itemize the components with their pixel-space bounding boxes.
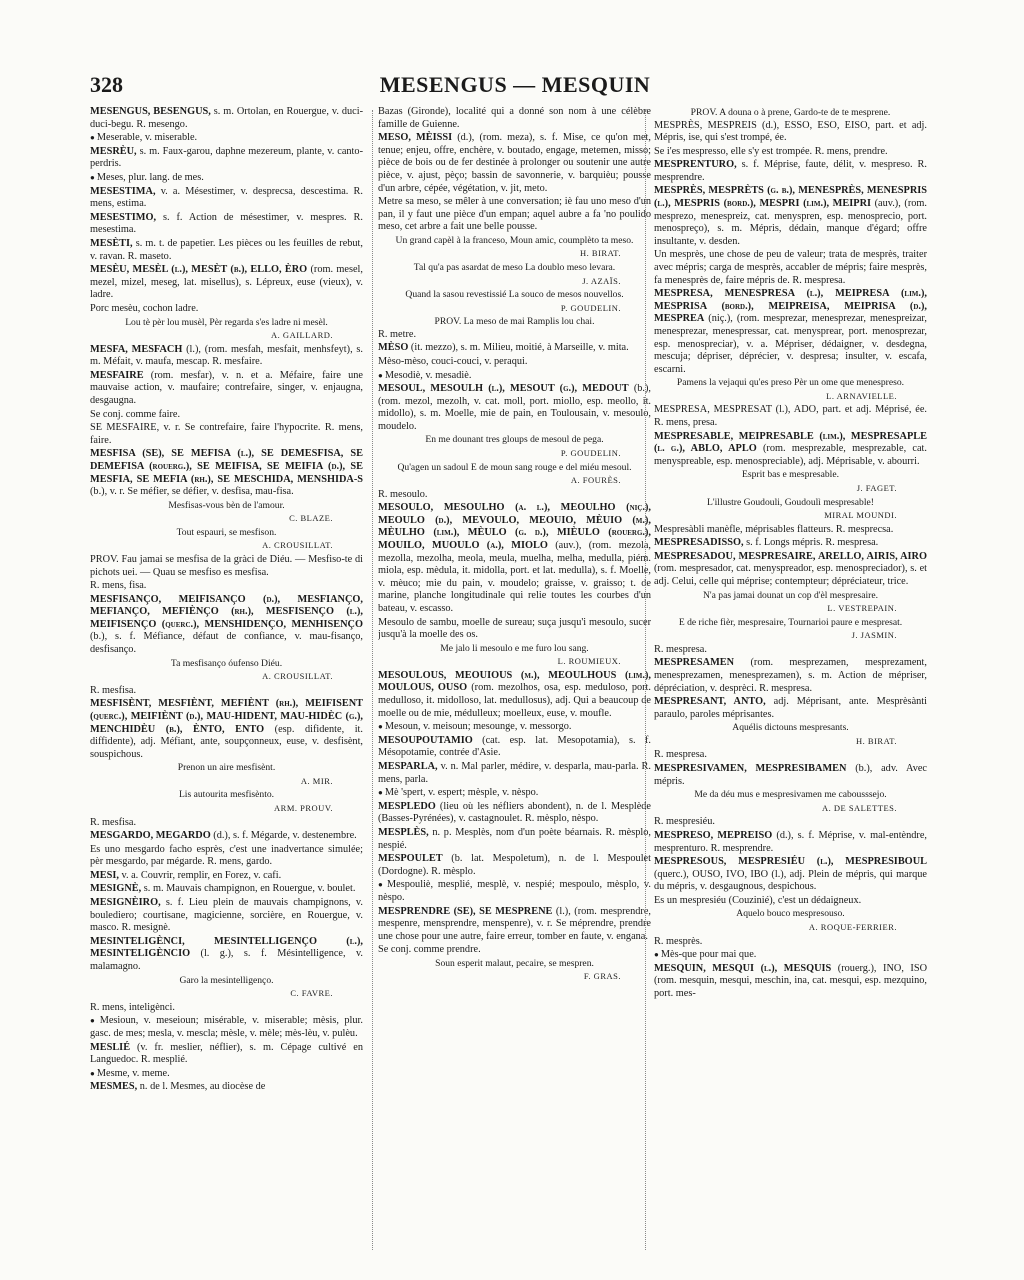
dictionary-entry [654,749,927,762]
dictionary-entry [90,870,363,883]
entry-definition: R. mesprès. [654,935,703,947]
citation-quote: Lou tè pèr lou musèl, Pèr regarda s'es ladre ni mesèl. [125,316,328,328]
dictionary-entry [90,370,363,408]
dictionary-entry [90,594,363,657]
dictionary-entry [90,883,363,896]
citation-quote: Lis autourita mesfisènto. [178,789,275,801]
entry-definition: R. metre. [378,328,417,340]
entry-definition: s. f. Longs mépris. R. mespresa. [743,537,879,549]
citation-quote: Me jalo li mesoulo e me furo lou sang. [440,642,589,654]
entry-definition: (lieu où les néfliers abondent), n. de l. Mesplède (Basses-Pyrénées), v. castagnoulet. R. mèsplo, nèspo. [378,800,651,825]
dictionary-entry [90,817,363,830]
entry-headword: MESOULO, MESOULHO (a. l.), MEOULHO (niç.), MEOULO (d.), MEVOULO, MEOUIO, MÈUIO (m.), MÈULHO (lim.), MÈULO (g. d.), MIÈULO (rouerg.), MOUILO, MUOULO (a.), MIOLO [378,502,651,552]
cross-reference-entry: ● Meses, plur. lang. de mes. [90,172,363,185]
entry-headword: MESRÈU, [90,145,137,157]
dictionary-entry [654,524,927,537]
page-number: 328 [90,72,123,97]
dictionary-entry [378,356,651,369]
entry-definition: (esp. difidente, it. diffidente), adj. Méfiant, ante, soupçonneux, euse, v. desfisènt, souspichous. [90,723,363,760]
entry-headword: MESFISA (SE), SE MEFISA (l.), SE DEMESFISA, SE DEMEFISA (rouerg.), SE MEIFISA, SE MEIFIA (d.), SE MESFIA, SE MEFIA (rh.), SE MESCHIDA, MENSHIDA-S [90,448,363,485]
dictionary-entry [90,580,363,593]
entry-definition: (rom. mespresador, cat. menyspreador, esp. menospreciador), s. et adj. Celui, celle qui méprise; contempteur; dépréciateur, trice. [654,563,927,587]
dictionary-entry [90,936,363,974]
dictionary-entry [378,827,651,852]
entry-definition: Se conj. comme faire. [90,408,181,420]
entry-definition: Metre sa meso, se mêler à une conversation; iè fau uno meso d'un pan, il y faut une pièce d'un empan; aquel aubre a fa 'no poulido meso, cet arbre a fait une belle pousse. [378,196,651,233]
citation-quote: Quand la sasou revestissié La souco de mesos nouvellos. [405,289,624,301]
entry-definition: (rom. mezolhos, osa, esp. meduloso, port. medulloso, it. midolloso, lat. medullosus), adj. Qui a beaucoup de moelle ou de mie, médulleux; moelleux, euse, v. moufle. [378,682,651,719]
citation-author: MIRAL MOUNDI. [824,510,897,521]
citation-author: A. ROQUE-FERRIER. [808,921,897,932]
citation-author: A. GAILLARD. [271,330,333,340]
dictionary-entry [378,132,651,195]
entry-headword: MESPRESO, MEPREISO [654,829,773,841]
entry-definition: (b.), adv. Avec mépris. [654,763,927,787]
column-2 [378,106,651,1256]
dictionary-entry [654,551,927,589]
entry-headword: MESFISANÇO, MEIFISANÇO (d.), MESFIANÇO, MEFIANÇO, MEFIÈNÇO (rh.), MESFISENÇO (l.), MEIFISENÇO (querc.), MENSHIDENÇO, MENHISENÇO [90,593,363,630]
dictionary-entry [378,617,651,642]
entry-definition: n. p. Mesplès, nom d'un poète béarnais. R. mèsplo, nespié. [378,827,651,851]
citation-author: A. MIR. [300,775,333,786]
entry-definition: s. f. Lieu plein de mauvais champignons, v. boulediero; courtisane, magicienne, sorcière, en Rouergue, v. masco. R. mesignè. [90,897,363,934]
citation-quote: Ta mesfisanço óufenso Diéu. [170,657,283,669]
entry-headword: MESIGNÈ, [90,883,142,895]
entry-definition: n. de l. Mesmes, au diocèse de [137,1081,266,1093]
dictionary-entry [90,830,363,843]
entry-headword: MESPRESIVAMEN, MESPRESIBAMEN [654,763,847,775]
dictionary-entry [654,537,927,550]
dictionary-entry [378,329,651,342]
entry-definition: R. mesoulo. [378,488,428,500]
entry-definition: (b.), s. f. Méfiance, défaut de confiance, v. mau-fisanço, desfisanço. [90,631,363,656]
entry-headword: MESPRÈS, MESPRÈTS (g. b.), MENESPRÈS, MENESPRIS (l.), MESPRIS (bord.), MESPRI (lim.), MEIPRI [654,185,927,210]
dictionary-entry [378,489,651,502]
entry-headword: MESPRENDRE (SE), SE MESPRENE [378,905,553,917]
citation-quote: Soun esperit malaut, pecaire, se mespren. [435,957,594,969]
dictionary-entry [90,303,363,316]
citation-quote: Prenon un aire mesfisènt. [177,762,276,774]
entry-definition: Un mesprès, une chose de peu de valeur; trata de mesprès, traiter avec mépris; carga de mesprès, accabler de mépris; faire mesprès, fa menesprès de, faire mépris de. R. mespresa. [654,249,927,286]
dictionary-entry [90,409,363,422]
dictionary-entry [378,853,651,878]
cross-reference-entry: ● Mesodiè, v. mesadiè. [378,370,651,383]
cross-reference-entry: ● Meserable, v. miserable. [90,132,363,145]
entry-headword: MESGARDO, MEGARDO [90,830,211,842]
citation-author: J. FAGET. [856,482,897,493]
dictionary-entry [654,159,927,184]
citation-author: ARM. PROUV. [274,802,333,813]
dictionary-entry [90,554,363,579]
entry-definition: R. mespresa. [654,749,707,761]
entry-definition: SE MESFAIRE, v. r. Se contrefaire, faire l'hypocrite. R. mens, faire. [90,422,363,446]
entry-definition: Mèso-mèso, couci-couci, v. peraqui. [378,355,528,367]
entry-definition: R. mespresa. [654,643,707,655]
dictionary-entry [654,763,927,788]
citation-author: H. BIRAT. [856,735,897,746]
entry-definition: (rom. mesprezamen, mesprezament, menesprezamen, menesprezamen), s. m. Action de mépriser, dépréciation, v. desprèci. R. mespresa. [654,657,927,694]
entry-headword: MESPOULET [378,853,443,865]
entry-definition: adj. Méprisant, ante. Mesprèsànti paraulo, paroles méprisantes. [654,696,927,720]
dictionary-entry [90,238,363,263]
entry-definition: (b.), v. r. Se méfier, se défier, v. desfisa, mau-fisa. [90,486,294,498]
cross-reference-entry: ● Mespouliè, mesplié, mesplè, v. nespié; mespoulo, mèsplo, v. nèspo. [378,879,651,904]
entry-headword: MESESTIMO, [90,211,157,223]
entry-headword: MESOUPOUTAMIO [378,734,473,746]
entry-definition: R. mesfisa. [90,684,137,696]
entry-definition: s. m. t. de papetier. Les pièces ou les feuilles de rebut, v. ravan. R. maseto. [90,237,363,262]
citation-author: A. DE SALETTES. [821,802,897,813]
dictionary-entry [654,431,927,469]
entry-definition: v. a. Mésestimer, v. desprecsa, descestima. R. mens, estima. [90,185,363,210]
entry-headword: MESFISÈNT, MESFIÈNT, MEFIÈNT (rh.), MEIFISENT (querc.), MEIFIÈNT (d.), MAU-HIDENT, MAU-HIDÈC (g.), MENCHIDÈU (b.), ÈNTO, ENTO [90,698,363,735]
entry-headword: MESFAIRE [90,369,144,381]
dictionary-entry [378,761,651,786]
column-3 [654,106,927,1256]
entry-definition: Se i'es mespresso, elle s'y est trompée. R. mens, prendre. [654,145,888,157]
entry-headword: MESI, [90,869,119,881]
entry-definition: Se conj. comme prendre. [378,944,481,956]
citation-author: C. FAVRE. [290,988,333,999]
cross-reference-entry: ● Mesoun, v. meisoun; mesounge, v. messorgo. [378,721,651,734]
cross-reference-entry: ● Mesioun, v. meseioun; misérable, v. miserable; mèsis, plur. gasc. de mes; mesla, v. mescla; mèsle, v. mèle; mès-lèu, v. pulèu. [90,1015,363,1040]
dictionary-entry [654,696,927,721]
entry-definition: PROV. Fau jamai se mesfisa de la gràci de Diéu. — Mesfiso-te di pichots uei. — Quau se mesfiso es mesfisa. [90,553,363,578]
entry-definition: (auv.), (rom. mesprezo, menespreiz, cat. menyspren, esp. menosprecio, port. menospreço), s. m. Mépris, dédain, manque d'égard; offre insultante, v. desden. [654,198,927,247]
entry-definition: R. mens, fisa. [90,580,147,592]
entry-definition: (l.), (rom. mesfah, mesfait, menhsfeyt), s. m. Méfait, v. maufa, mescap. R. mesfaire. [90,343,363,368]
entry-definition: (niç.), (rom. mesprezar, menesprezar, menespreizar, menesprezar, menespressar, cat. menysprear, port. menosprezar, esp. menospreciar), v. a. Mépriser, dédaigner, v. desdegna, mescuja; dépriser, déprécier, v. despresa; insulter, v. escafa, escarni. [654,313,927,375]
dictionary-entry [90,685,363,698]
entry-definition: R. mesfisa. [90,816,137,828]
entry-headword: MESENGUS, BESENGUS, [90,106,211,117]
entry-definition: (b. lat. Mespoletum), n. de l. Mespoulet (Dordogne). R. mèsplo. [378,853,651,877]
dictionary-entry [90,212,363,237]
citation-author: A. CROUSILLAT. [262,671,333,682]
dictionary-entry [654,816,927,829]
entry-headword: MESÈU, MESÈL (l.), MESÈT (b.), ELLO, ÈRO [90,264,308,276]
entry-definition: Mespresàbli manèfle, méprisables flatteurs. R. mesprecsa. [654,523,894,535]
dictionary-entry [90,422,363,447]
dictionary-entry [378,670,651,720]
dictionary-entry [90,264,363,302]
dictionary-entry [654,963,927,1001]
entry-definition: (auv.), (rom. mezola, mezolla, mezolha, meola, meula, muelha, melha, medulla, piém. miola, esp. mèdula, it. midolla, port. et lat. medulla), s. f. Moelle, v. mèuco; mie du pain, v. moudelo; graisse, v. graisso; t. de marine, planche longitudinale qui relie toutes les courbes d'un bateau, v. escasso. [378,540,651,614]
dictionary-entry [654,644,927,657]
dictionary-entry [90,698,363,761]
entry-definition: Es un mespresiéu (Couzinié), c'est un dédaigneux. [654,894,862,906]
dictionary-entry [90,1081,363,1094]
citation-author: A. FOURÈS. [570,475,621,486]
entry-definition: (cat. esp. lat. Mesopotamia), s. f. Mésopotamie, contrée d'Asie. [378,734,651,759]
dictionary-entry [654,895,927,908]
dictionary-entry [378,906,651,944]
cross-reference-entry: ● Mesme, v. meme. [90,1068,363,1081]
dictionary-entry [654,404,927,429]
citation-quote: Garo la mesintelligenço. [179,974,274,986]
citation-quote: Qu'agen un sadoul E de moun sang rouge e del miéu mesoul. [397,461,632,473]
citation-quote: PROV. A douna o à prene, Gardo-te de te mesprene. [690,107,891,118]
dictionary-entry [90,1002,363,1015]
dictionary-entry [90,344,363,369]
entry-definition: (d.), s. f. Mégarde, v. destenembre. [210,830,357,842]
entry-headword: MESO, MÈISSI [378,132,453,144]
entry-definition: (rom. mesprezable, mesprezable, cat. menyspreable, esp. menospreciable), adj. Méprisable, v. abourri. [654,443,927,467]
dictionary-entry [378,735,651,760]
entry-headword: MESIGNÈIRO, [90,897,161,909]
entry-definition: MESPRÈS, MESPREIS (d.), ESSO, ESO, EISO, part. et adj. Mépris, ise, qui s'est trompé, ée. [654,119,927,144]
column-divider [372,110,373,1250]
citation-quote: Aquélis dictouns mespresants. [732,722,849,734]
citation-quote: N'a pas jamai dounat un cop d'èl mespresaire. [702,589,879,601]
dictionary-entry [378,801,651,826]
citation-author: L. ROUMIEUX. [557,656,621,667]
citation-quote: Me da déu mus e mespresivamen me cabousssejo. [694,789,887,801]
citation-quote: Pamens la vejaqui qu'es preso Pèr un ome que menespreso. [676,377,905,389]
entry-definition: s. m. Mauvais champignon, en Rouergue, v. boulet. [141,883,356,895]
entry-definition: v. n. Mal parler, médire, v. desparla, mau-parla. R. mens, parla. [378,761,651,785]
entry-definition: Es uno mesgardo facho esprès, c'est une inadvertance simulée; pèr mesgardo, par mégarde. R. mens, gardo. [90,843,363,868]
entry-headword: MESQUIN, MESQUI (l.), MESQUIS [654,962,832,974]
entry-definition: (it. mezzo), s. m. Milieu, moitié, à Marseille, v. mita. [408,342,629,354]
entry-headword: MESOULOUS, MEOUIOUS (m.), MEOULHOUS (lim.), MOULOUS, OUSO [378,669,651,694]
running-title: MESENGUS — MESQUIN [379,72,651,97]
entry-headword: MESPRENTURO, [654,159,737,171]
dictionary-entry [654,120,927,145]
entry-definition: (querc.), OUSO, IVO, IBO (l.), adj. Plein de mépris, qui marque du mépris, v. desgaugnous, despichous. [654,868,927,893]
entry-definition: (d.), s. f. Méprise, v. mal-entèndre, mesprenturo. R. mesprendre. [654,829,927,854]
entry-definition: (l.), (rom. mesprendre, mespenre, mensprendre, menspenre), v. r. Se méprendre, prendre une chose pour une autre, faire erreur, tomber en faute, v. engana. [378,905,651,942]
entry-definition: (d.), (rom. meza), s. f. Mise, ce qu'on met, tenue; enjeu, offre, enchère, v. boutado, engage, metemen, misso; pièce de bois ou de fer destinée à prolonger ou soutenir une autre pièce, v. ajust, pèço; bassin de savonnerie, v. barquièu; pousse d'un arbre, cépée, végétation, v. jit, meto. [378,132,651,194]
citation-quote: Un grand capèl à la franceso, Moun amic, coumplèto ta meso. [395,234,634,246]
entry-headword: MESÈTI, [90,237,133,249]
citation-author: F. GRAS. [583,971,621,982]
citation-quote: En me dounant tres gloups de mesoul de pega. [425,434,604,446]
entry-definition: (rom. mesfar), v. n. et a. Méfaire, faire une mauvaise action, v. maufaire; contrefaire, singer, v. enjaugna, desgaugna. [90,369,363,406]
entry-definition: (rom. mesel, mezel, mizel, meseg, lat. misellus), s. Lépreux, euse (vieux), v. ladre. [90,264,363,301]
dictionary-entry [378,383,651,433]
dictionary-entry [378,196,651,234]
citation-quote: E de riche fièr, mespresaire, Tournarioi paure e mespresat. [678,616,903,628]
dictionary-entry [654,146,927,159]
dictionary-entry [90,106,363,131]
entry-definition: Bazas (Gironde), localité qui a donné son nom à une célèbre famille de Guienne. [378,106,651,130]
entry-headword: MESPRESADISSO, [654,537,744,549]
dictionary-entry [654,856,927,894]
entry-headword: MESPRESOUS, MESPRESIÉU (l.), MESPRESIBOUL [654,856,927,868]
citation-author: L. ARNAVIELLE. [826,390,897,401]
entry-headword: MESOUL, MESOULH (l.), MESOUT (g.), MEDOUT [378,383,629,395]
entry-definition: s. m. Faux-garou, daphne mezereum, plante, v. canto-perdris. [90,145,363,170]
entry-headword: MESPRESADOU, MESPRESAIRE, ARELLO, AIRIS, AIRO [654,550,927,562]
cross-reference-entry: ● Mè 'spert, v. espert; mèsple, v. nèspo. [378,787,651,800]
entry-headword: MÈSO [378,342,409,354]
entry-definition: (v. fr. meslier, néflier), s. m. Cépage cultivé en Languedoc. R. mesplié. [90,1041,363,1066]
entry-headword: MESLIÉ [90,1041,131,1053]
entry-definition: (rouerg.), INO, ISO (rom. mesquin, mesqui, meschin, ina, cat. mesqui, esp. mezquino, port. mes- [654,962,927,999]
dictionary-entry [654,936,927,949]
dictionary-entry [654,830,927,855]
citation-author: P. GOUDELIN. [560,302,621,313]
entry-headword: MESFA, MESFACH [90,343,183,355]
citation-author: L. VESTREPAIN. [827,603,897,614]
citation-quote: Esprit bas e mespresable. [742,469,839,481]
dictionary-entry [654,249,927,287]
page-header [90,72,940,106]
citation-quote: Tout espauri, se mesfison. [176,526,277,538]
entry-definition: MESPRESA, MESPRESAT (l.), ADO, part. et adj. Méprisé, ée. R. mens, presa. [654,404,927,429]
dictionary-entry [90,1042,363,1067]
entry-definition: R. mens, inteligènci. [90,1001,175,1013]
citation-author: C. BLAZE. [289,513,333,524]
entry-headword: MESINTELIGÈNCI, MESINTELLIGENÇO (l.), MESINTELIGÈNCIO [90,935,363,960]
dictionary-entry [378,502,651,615]
dictionary-entry [90,844,363,869]
dictionary-entry [378,106,651,131]
column-divider [645,110,646,1250]
dictionary-entry [654,288,927,376]
citation-quote: PROV. La meso de mai Ramplis lou chai. [434,316,595,328]
dictionary-entry [378,342,651,355]
dictionary-entry [654,185,927,248]
column-1 [90,106,363,1256]
entry-headword: MESPLEDO [378,800,436,812]
citation-quote: L'illustre Goudouli, Goudoulì mespresable! [707,496,874,508]
entry-headword: MESPRESAMEN [654,657,735,669]
dictionary-entry [90,897,363,935]
entry-definition: Mesoulo de sambu, moelle de sureau; suça jusqu'i mesoulo, sucer jusqu'à la moelle des os. [378,616,651,641]
citation-quote: Mesfisas-vous bèn de l'amour. [168,499,285,511]
entry-definition: Porc mesèu, cochon ladre. [90,302,199,314]
entry-headword: MESESTIMA, [90,185,156,197]
entry-definition: s. f. Action de mésestimer, v. mespres. R. mesestima. [90,211,363,236]
entry-headword: MESPLÈS, [378,827,429,838]
entry-headword: MESPRESA, MENESPRESA (l.), MEIPRESA (lim.), MESPRISA (bord.), MEIPREISA, MEIPRISA (d.), MESPREA [654,288,927,325]
entry-headword: MESPRESANT, ANTO, [654,696,766,708]
entry-headword: MESMES, [90,1081,138,1093]
citation-author: P. GOUDELIN. [560,447,621,458]
dictionary-entry [90,448,363,498]
citation-quote: Tal qu'a pas asardat de meso La doublo meso levara. [413,262,616,274]
citation-author: J. JASMIN. [851,630,897,641]
entry-definition: (b.), (rom. mezol, mezolh, v. cat. moll, port. miollo, esp. meollo, it. midollo), s. m. Moelle, mie de pain, en Toulousain, v. mesoulo, moudelo. [378,383,651,432]
entry-definition: v. a. Couvrir, remplir, en Forez, v. cafi. [118,869,282,881]
dictionary-entry [90,186,363,211]
citation-author: J. AZAÏS. [582,275,621,286]
citation-quote: Aquelo bouco mespresouso. [736,908,845,920]
entry-definition: (l. g.), s. f. Mésintelligence, v. malamagno. [90,948,363,973]
entry-headword: MESPRESABLE, MEIPRESABLE (lim.), MESPRESAPLE (l. g.), ABLO, APLO [654,430,927,455]
dictionary-entry [654,657,927,695]
dictionary-entry [90,146,363,171]
entry-definition: s. m. Ortolan, en Rouergue, v. duci-duci-begu. R. mesengo. [90,106,363,130]
cross-reference-entry: ● Mès-que pour mai que. [654,949,927,962]
citation-author: A. CROUSILLAT. [262,540,333,551]
dictionary-entry [378,944,651,957]
citation-author: H. BIRAT. [580,248,621,259]
entry-definition: R. mespresiéu. [654,816,715,828]
entry-definition: s. f. Méprise, faute, délit, v. mespreso. R. mesprendre. [654,159,927,183]
entry-headword: MESPARLA, [378,761,438,773]
